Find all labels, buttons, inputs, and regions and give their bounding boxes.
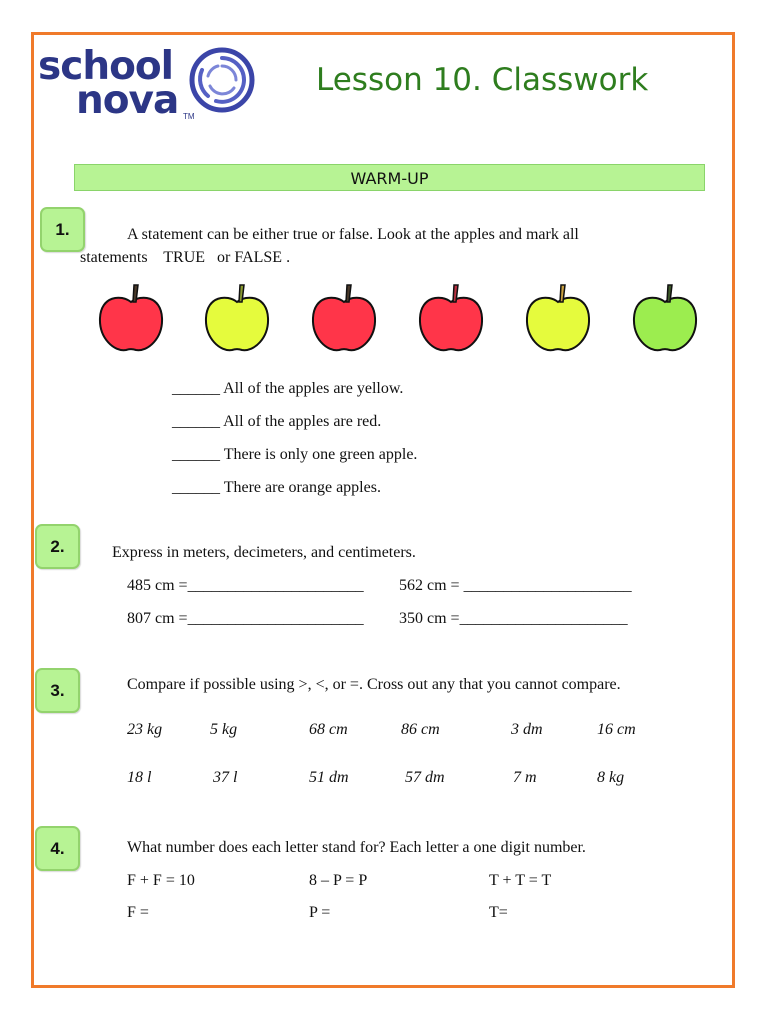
logo-word-school: school: [38, 44, 174, 89]
compare-item: 57 dm: [405, 769, 445, 786]
question-4-prompt: What number does each letter stand for? Each letter a one digit number.: [127, 839, 586, 856]
statement-4: ______ There are orange apples.: [172, 479, 381, 496]
logo-swirl-icon: [186, 44, 258, 116]
compare-item: 37 l: [213, 769, 238, 786]
question-1-text-line2: statements TRUE or FALSE .: [80, 249, 291, 266]
compare-item: 86 cm: [401, 721, 440, 738]
compare-item: 51 dm: [309, 769, 349, 786]
statement-3: ______ There is only one green apple.: [172, 446, 418, 463]
compare-item: 3 dm: [511, 721, 543, 738]
page-title: Lesson 10. Classwork: [316, 62, 649, 98]
compare-item: 7 m: [513, 769, 537, 786]
answer-t: T=: [489, 904, 508, 921]
apple-icon: [96, 282, 166, 354]
equation-t: T + T = T: [489, 872, 552, 889]
statement-2: ______ All of the apples are red.: [172, 413, 382, 430]
statement-1: ______ All of the apples are yellow.: [172, 380, 404, 397]
question-3-prompt: Compare if possible using >, <, or =. Cross out any that you cannot compare.: [127, 676, 621, 693]
compare-item: 18 l: [127, 769, 152, 786]
apple-icon: [309, 282, 379, 354]
equation-p: 8 – P = P: [309, 872, 368, 889]
question-1-text-line1: A statement can be either true or false. Look at the apples and mark all: [127, 226, 579, 243]
conversion-350: 350 cm =_____________________: [399, 610, 628, 627]
question-2-badge: 2.: [35, 524, 80, 569]
conversion-807: 807 cm =______________________: [127, 610, 364, 627]
logo-trademark: TM: [183, 112, 195, 121]
equation-f: F + F = 10: [127, 872, 195, 889]
apple-icon: [630, 282, 700, 354]
answer-f: F =: [127, 904, 149, 921]
question-1-badge: 1.: [40, 207, 85, 252]
conversion-562: 562 cm = _____________________: [399, 577, 632, 594]
answer-p: P =: [309, 904, 331, 921]
conversion-485: 485 cm =______________________: [127, 577, 364, 594]
question-2-prompt: Express in meters, decimeters, and centimeters.: [112, 544, 416, 561]
question-4-badge: 4.: [35, 826, 80, 871]
apple-icon: [416, 282, 486, 354]
apple-icon: [202, 282, 272, 354]
compare-item: 8 kg: [597, 769, 625, 786]
compare-item: 68 cm: [309, 721, 348, 738]
question-3-badge: 3.: [35, 668, 80, 713]
apple-icon: [523, 282, 593, 354]
logo-word-nova: nova: [76, 78, 179, 123]
compare-item: 23 kg: [127, 721, 163, 738]
warmup-banner: WARM-UP: [74, 164, 705, 191]
compare-item: 16 cm: [597, 721, 636, 738]
compare-item: 5 kg: [210, 721, 238, 738]
